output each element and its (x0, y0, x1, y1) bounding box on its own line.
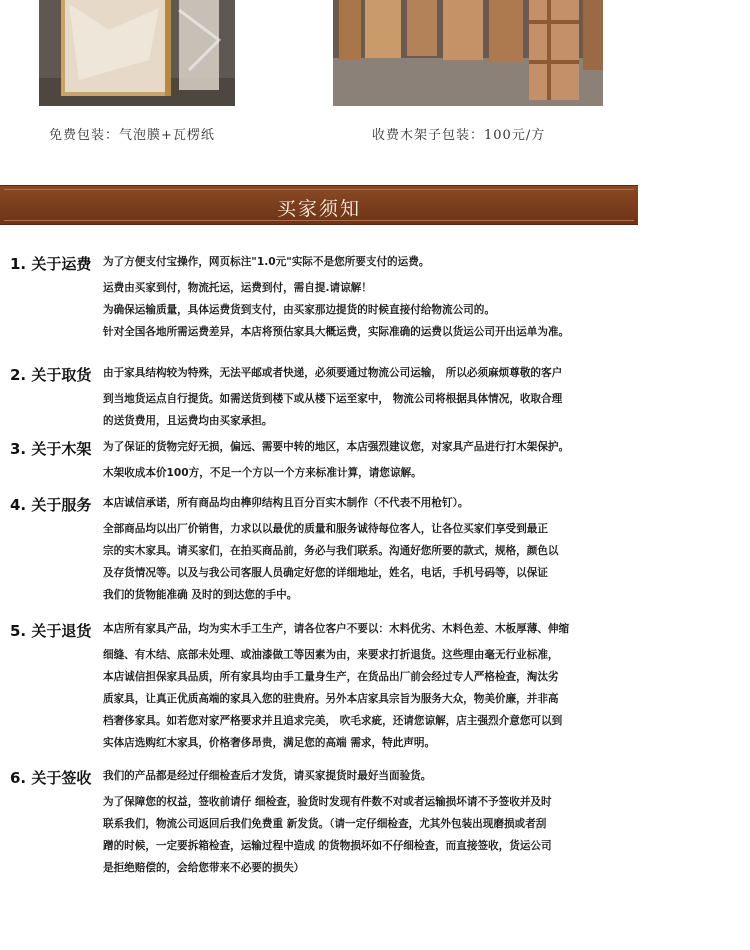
section-title: 1. 关于运费 (10, 255, 92, 273)
section-title: 4. 关于服务 (10, 496, 92, 514)
section-line: 运费由买家到付，物流托运，运费到付，需自提.请谅解！ (103, 282, 372, 294)
section-title: 6. 关于签收 (10, 769, 92, 787)
section-line: 我们的产品都是经过仔细检查后才发货，请买家提货时最好当面验货。 (103, 770, 432, 782)
free-packaging-caption: 免费包装：气泡膜+瓦楞纸 (49, 128, 215, 143)
section-line: 为确保运输质量，具体运费货到支付，由买家那边提货的时候直接付给物流公司的。 (103, 304, 495, 316)
section-line: 是拒绝赔偿的，会给您带来不必要的损失） (103, 862, 305, 874)
section-line: 本店诚信担保家具品质，所有家具均由手工量身生产，在货品出厂前会经过专人严格检查，淘汰劣 (103, 671, 559, 683)
section-line: 及存货情况等。以及与我公司客服人员确定好您的详细地址，姓名，电话，手机号码等，以保证 (103, 567, 548, 579)
section-line: 宗的实木家具。请买家们，在拍买商品前，务必与我们联系。沟通好您所要的款式，规格，颜色以 (103, 545, 559, 557)
section-line: 为了保证的货物完好无损，偏远、需要中转的地区，本店强烈建议您，对家具产品进行打木架保护。 (103, 441, 570, 453)
section-line: 由于家具结构较为特殊，无法平邮或者快递，必须要通过物流公司运输， 所以必须麻烦尊敬的客户 (103, 367, 563, 379)
section-line: 联系我们，物流公司返回后我们免费重 新发货。（请一定仔细检查，尤其外包装出现磨损或者刮 (103, 818, 547, 830)
section-line: 实体店选购红木家具，价格奢侈昂贵，满足您的高端 需求，特此声明。 (103, 737, 436, 749)
wooden-crate-packaging-photo (333, 0, 603, 106)
section-line: 的送货费用，且运费均由买家承担。 (103, 415, 273, 427)
section-line: 我们的货物能准确 及时的到达您的手中。 (103, 589, 298, 601)
section-line: 为了保障您的权益，签收前请仔 细检查，验货时发现有件数不对或者运输损坏请不予签收并及时 (103, 796, 552, 808)
section-line: 为了方便支付宝操作，网页标注"1.0元"实际不是您所要支付的运费。 (103, 256, 430, 268)
banner-title: 买家须知 (276, 198, 361, 220)
section-line: 木架收成本价100方，不足一个方以一个方来标准计算，请您谅解。 (103, 467, 422, 479)
section-title: 5. 关于退货 (10, 622, 92, 640)
section-line: 全部商品均以出厂价销售，力求以以最优的质量和服务诚待每位客人，让各位买家们享受到最正 (103, 523, 548, 535)
section-line: 本店所有家具产品，均为实木手工生产，请各位客户不要以：木料优劣、木料色差、木板厚薄、伸缩 (103, 623, 570, 635)
section-line: 细缝、有木结、底部未处理、或油漆做工等因素为由，来要求打折退货。这些理由毫无行业标准， (103, 649, 559, 661)
section-line: 到当地货运点自行提货。如需送货到楼下或从楼下运至家中， 物流公司将根据具体情况，收取合理 (103, 393, 563, 405)
section-line: 档奢侈家具。如若您对家严格要求并且追求完美， 吹毛求疵，还请您谅解，店主强烈介意您可以到 (103, 715, 563, 727)
section-line: 蹭的时候，一定要拆箱检查，运输过程中造成 的货物损坏如不仔细检查，而直接签收，货运公司 (103, 840, 552, 852)
section-title: 2. 关于取货 (10, 366, 92, 384)
section-title: 3. 关于木架 (10, 440, 92, 458)
section-line: 质家具，让真正优质高端的家具入您的驻贵府。另外本店家具宗旨为服务大众，物美价廉，并非高 (103, 693, 559, 705)
bubble-wrap-packaging-photo (39, 0, 235, 106)
section-line: 本店诚信承诺，所有商品均由榫卯结构且百分百实木制作（不代表不用枪钉）。 (103, 497, 469, 509)
paid-packaging-caption: 收费木架子包装：100元/方 (372, 128, 546, 143)
buyer-notice-banner (0, 185, 638, 225)
section-line: 针对全国各地所需运费差异，本店将预估家具大概运费，实际准确的运费以货运公司开出运单为准。 (103, 326, 570, 338)
